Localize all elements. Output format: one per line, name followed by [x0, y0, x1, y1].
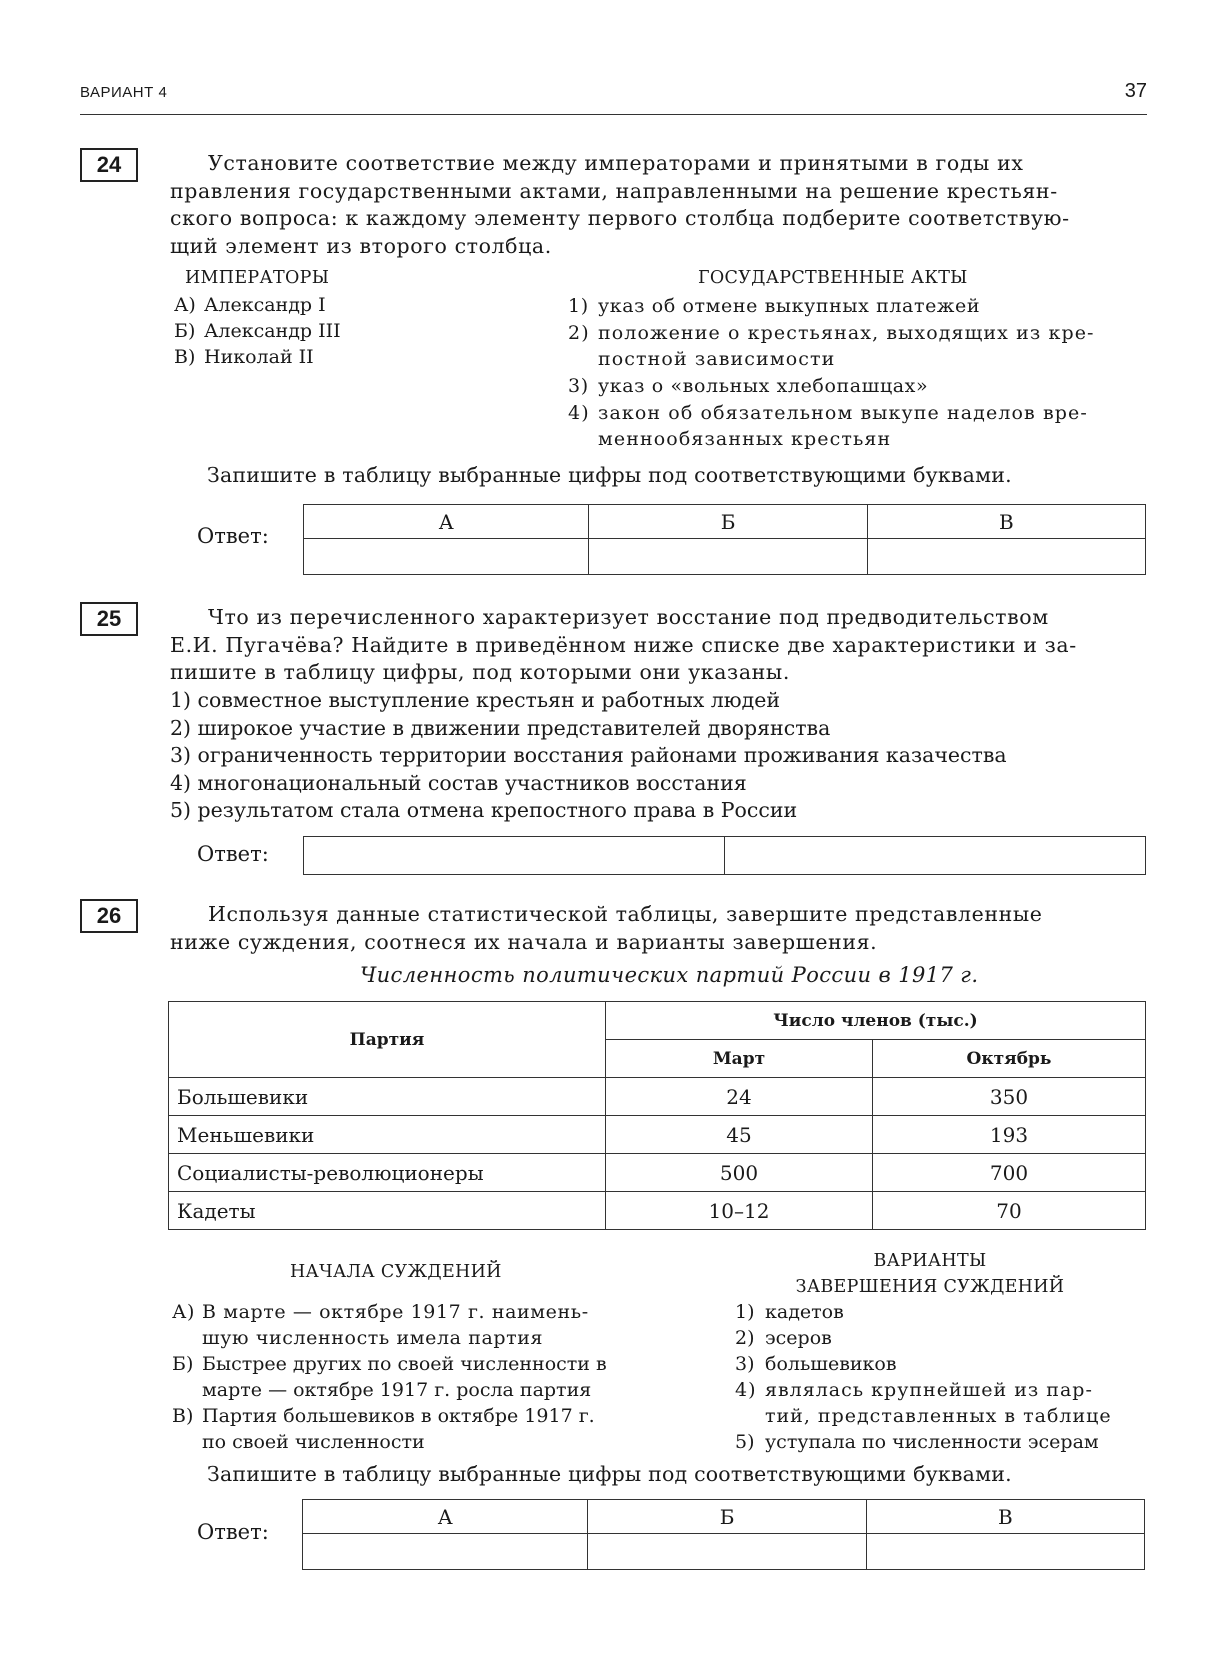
q26-prompt-line: ниже суждения, соотнеся их начала и варианты завершения.: [170, 929, 878, 954]
item-label: В): [172, 1405, 194, 1427]
item-text: указ об отмене выкупных платежей: [598, 295, 981, 317]
q24-left-item: [174, 292, 326, 318]
table-header-party: Партия: [169, 1002, 606, 1078]
item-text: большевиков: [765, 1353, 897, 1375]
q24-answer-label: Ответ:: [197, 524, 269, 548]
answer-column-v: В: [867, 505, 1145, 539]
q25-options: [170, 687, 1146, 825]
q25-prompt-line: пишите в таблицу цифры, под которыми они указаны.: [170, 660, 790, 684]
variant-label: ВАРИАНТ 4: [80, 84, 168, 101]
q26-right-item: [735, 1429, 1099, 1455]
item-text: указ о «вольных хлебопашцах»: [598, 375, 929, 397]
cell-party: Социалисты-революционеры: [169, 1154, 606, 1192]
q26-instruction: Запишите в таблицу выбранные цифры под соответствующими буквами.: [207, 1462, 1012, 1486]
q24-answer-table: [303, 504, 1146, 575]
q24-right-item: [568, 400, 1148, 452]
answer-column-b: Б: [588, 1500, 866, 1534]
answer-column-v: В: [866, 1500, 1144, 1534]
question-number-26: 26: [80, 899, 138, 933]
table-row: [169, 1078, 1146, 1116]
answer-column-a: А: [304, 505, 589, 539]
page-number: 37: [1124, 80, 1147, 102]
question-number-25: 25: [80, 602, 138, 636]
q24-instruction: Запишите в таблицу выбранные цифры под соответствующими буквами.: [207, 463, 1012, 487]
question-number-24: 24: [80, 148, 138, 182]
item-text: закон об обязательном выкупе наделов вре-: [598, 402, 1088, 424]
q26-answer-table: [302, 1499, 1145, 1570]
q25-prompt: [170, 604, 1146, 687]
item-text: уступала по численности эсерам: [765, 1431, 1099, 1453]
item-label: А): [172, 1301, 196, 1323]
answer-cell-2[interactable]: [725, 837, 1146, 875]
q26-answer-label: Ответ:: [197, 1520, 269, 1544]
item-label: 5): [735, 1431, 755, 1453]
item-label: 2): [735, 1327, 755, 1349]
item-text: Александр I: [204, 294, 326, 316]
item-text: меннообязанных крестьян: [598, 428, 892, 450]
item-label: 2): [568, 322, 590, 344]
q25-answer-table: [303, 836, 1146, 875]
item-label: 3): [735, 1353, 755, 1375]
cell-october: 70: [873, 1192, 1146, 1230]
q26-prompt-line: Используя данные статистической таблицы, завершите представленные: [208, 902, 1043, 926]
q24-prompt: [170, 150, 1146, 260]
item-text: по своей численности: [202, 1431, 425, 1453]
q26-left-item: [172, 1351, 662, 1403]
item-text: Александр III: [204, 320, 341, 342]
item-text: В марте — октябре 1917 г. наимень-: [202, 1301, 589, 1323]
answer-cell-a[interactable]: [304, 539, 589, 575]
q26-prompt: [170, 901, 1146, 956]
q24-left-item: [174, 318, 341, 344]
table-row: [169, 1192, 1146, 1230]
answer-column-a: А: [303, 1500, 588, 1534]
q26-right-item: [735, 1299, 844, 1325]
item-text: постной зависимости: [598, 348, 836, 370]
cell-october: 193: [873, 1116, 1146, 1154]
answer-cell-a[interactable]: [303, 1534, 588, 1570]
q24-prompt-line: щий элемент из второго столбца.: [170, 233, 552, 258]
item-text: тий, представленных в таблице: [765, 1405, 1112, 1427]
item-label: Б): [172, 1353, 194, 1375]
q26-left-item: [172, 1299, 662, 1351]
cell-october: 700: [873, 1154, 1146, 1192]
cell-march: 45: [606, 1116, 873, 1154]
answer-cell-1[interactable]: [304, 837, 725, 875]
q24-right-heading: ГОСУДАРСТВЕННЫЕ АКТЫ: [698, 268, 968, 288]
answer-cell-v[interactable]: [867, 539, 1145, 575]
answer-cell-b[interactable]: [589, 539, 867, 575]
q25-option: 5) результатом стала отмена крепостного права в России: [170, 798, 798, 822]
q26-right-heading: [780, 1248, 1080, 1300]
item-text: шую численность имела партия: [202, 1327, 544, 1349]
cell-party: Кадеты: [169, 1192, 606, 1230]
q26-right-item: [735, 1325, 832, 1351]
q25-answer-label: Ответ:: [197, 842, 269, 866]
q26-statistics-table: [168, 1001, 1146, 1230]
q26-right-item: [735, 1351, 897, 1377]
item-label: 1): [735, 1301, 755, 1323]
q25-option: 3) ограниченность территории восстания районами проживания казачества: [170, 743, 1007, 767]
item-text: эсеров: [765, 1327, 832, 1349]
item-text: положение о крестьянах, выходящих из кре-: [598, 322, 1095, 344]
q26-left-heading: НАЧАЛА СУЖДЕНИЙ: [290, 1262, 502, 1282]
item-label: 1): [568, 295, 589, 317]
cell-march: 10–12: [606, 1192, 873, 1230]
answer-cell-v[interactable]: [866, 1534, 1144, 1570]
table-row: [169, 1116, 1146, 1154]
table-header-october: Октябрь: [873, 1040, 1146, 1078]
item-label: Б): [174, 320, 196, 342]
item-text: Николай II: [204, 346, 314, 368]
q24-prompt-line: ского вопроса: к каждому элементу первого столбца подберите соответствую-: [170, 206, 1070, 230]
cell-party: Большевики: [169, 1078, 606, 1116]
q24-left-item: [174, 344, 314, 370]
q24-right-item: [568, 320, 1148, 372]
q25-option: 1) совместное выступление крестьян и работных людей: [170, 688, 781, 712]
q24-prompt-line: правления государственными актами, направленными на решение крестьян-: [170, 178, 1058, 203]
q25-option: 4) многонациональный состав участников восстания: [170, 770, 747, 795]
table-header-members: Число членов (тыс.): [606, 1002, 1146, 1040]
table-header-march: Март: [606, 1040, 873, 1078]
item-text: кадетов: [765, 1301, 844, 1323]
q25-prompt-line: Е.И. Пугачёва? Найдите в приведённом ниже списке две характеристики и за-: [170, 632, 1077, 657]
answer-column-b: Б: [589, 505, 867, 539]
item-text: Партия большевиков в октябре 1917 г.: [202, 1405, 595, 1427]
q26-right-item: [735, 1377, 1112, 1429]
q26-table-caption: Численность политических партий России в 1917 г.: [360, 963, 979, 987]
q26-right-heading-line: ЗАВЕРШЕНИЯ СУЖДЕНИЙ: [795, 1277, 1065, 1297]
cell-march: 24: [606, 1078, 873, 1116]
answer-cell-b[interactable]: [588, 1534, 866, 1570]
cell-october: 350: [873, 1078, 1146, 1116]
q26-left-item: [172, 1403, 662, 1455]
cell-party: Меньшевики: [169, 1116, 606, 1154]
table-row: [169, 1154, 1146, 1192]
item-label: В): [174, 346, 196, 368]
q24-right-item: [568, 293, 1148, 319]
q25-option: 2) широкое участие в движении представителей дворянства: [170, 715, 831, 740]
header-divider: [80, 114, 1147, 115]
item-text: марте — октябре 1917 г. росла партия: [202, 1379, 592, 1401]
item-label: 4): [735, 1379, 757, 1401]
cell-march: 500: [606, 1154, 873, 1192]
q24-left-heading: ИМПЕРАТОРЫ: [185, 268, 330, 288]
q25-prompt-line: Что из перечисленного характеризует восстание под предводительством: [208, 605, 1049, 629]
item-label: 4): [568, 402, 590, 424]
item-label: А): [174, 294, 196, 316]
q24-right-item: [568, 373, 1148, 399]
q24-prompt-line: Установите соответствие между императорами и принятыми в годы их: [208, 151, 1024, 175]
item-label: 3): [568, 375, 589, 397]
q26-right-heading-line: ВАРИАНТЫ: [873, 1251, 987, 1271]
item-text: Быстрее других по своей численности в: [202, 1353, 607, 1375]
item-text: являлась крупнейшей из пар-: [765, 1379, 1093, 1401]
